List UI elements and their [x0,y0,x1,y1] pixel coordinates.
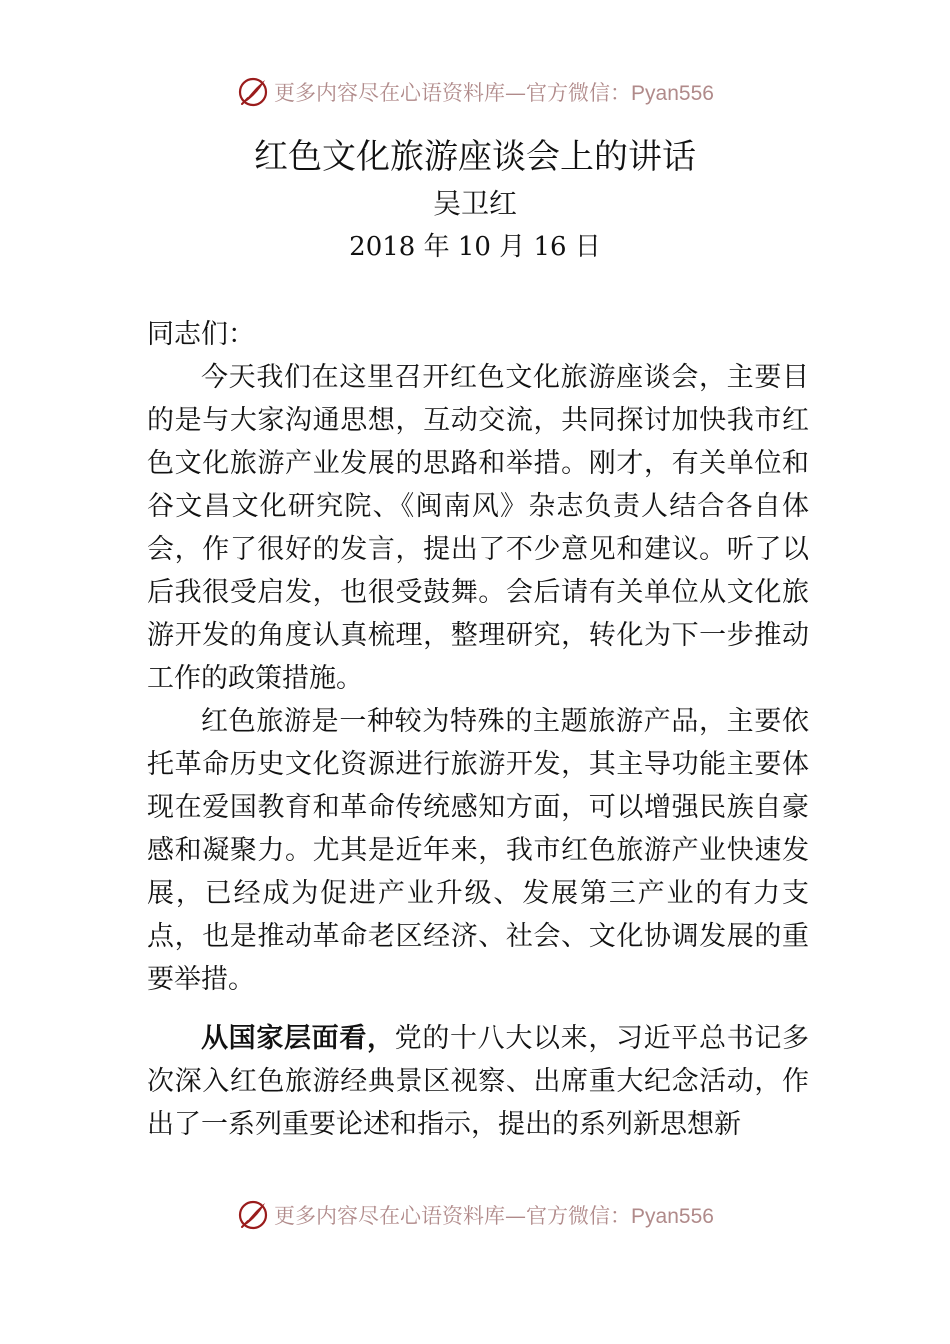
salutation: 同志们： [147,319,255,350]
paragraph-3 [147,1017,809,1146]
watermark-text: 更多内容尽在心语资料库—官方微信：Pyan556 [274,81,714,105]
quill-logo-icon [236,75,270,109]
paragraph-2: 红色旅游是一种较为特殊的主题旅游产品，主要依托革命历史文化资源进行旅游开发，其主导功能主要体现在爱国教育和革命传统感知方面，可以增强民族自豪感和凝聚力。尤其是近年来，我市红色旅游产业快速发展，已经成为促进产业升级、发展第三产业的有力支点，也是推动革命老区经济、社会、文化协调发展的重要举措。 [147,706,809,995]
document-date: 2018 年 10 月 16 日 [349,232,601,262]
quill-logo-icon [236,1198,270,1232]
document-author: 吴卫红 [432,187,517,220]
watermark-text: 更多内容尽在心语资料库—官方微信：Pyan556 [274,1204,714,1228]
document-title: 红色文化旅游座谈会上的讲话 [254,137,696,177]
paragraph-3-lead: 从国家层面看， [201,1023,395,1054]
watermark-banner-bottom [0,1195,950,1235]
watermark-banner-top [0,72,950,112]
paragraph-1: 今天我们在这里召开红色文化旅游座谈会，主要目的是与大家沟通思想，互动交流，共同探讨加快我市红色文化旅游产业发展的思路和举措。刚才，有关单位和谷文昌文化研究院、《闽南风》杂志负责人结合各自体会，作了很好的发言，提出了不少意见和建议。听了以后我很受启发，也很受鼓舞。会后请有关单位从文化旅游开发的角度认真梳理，整理研究，转化为下一步推动工作的政策措施。 [147,362,809,694]
paragraph-3-text: 党的十八大以来，习近平总书记多次深入红色旅游经典景区视察、出席重大纪念活动，作出了一系列重要论述和指示，提出的系列新思想新 [147,1023,810,1140]
speech-body [147,313,809,1146]
